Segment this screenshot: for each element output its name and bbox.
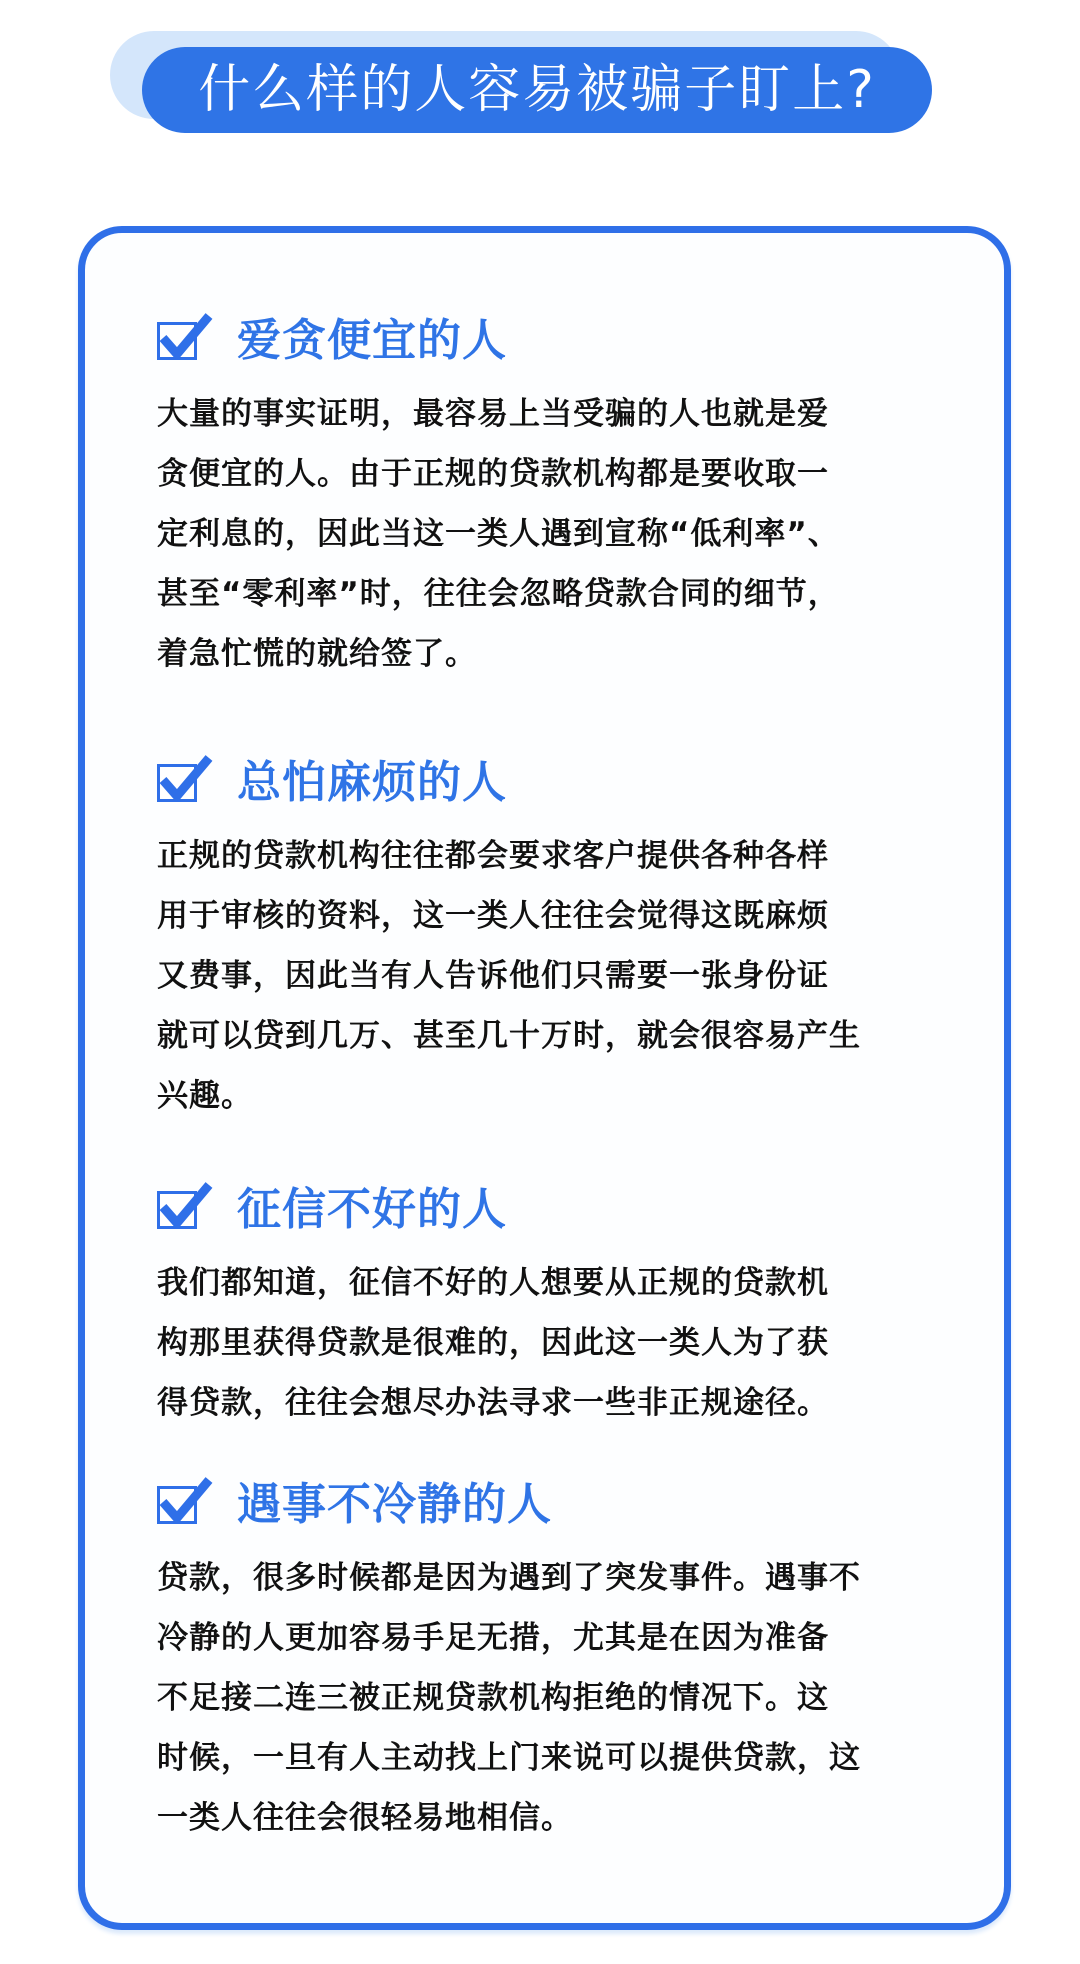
section-1: [157, 306, 947, 684]
body-line: 时候，一旦有人主动找上门来说可以提供贷款，这: [157, 1740, 861, 1776]
body-line: 着急忙慌的就给签了。: [157, 636, 477, 672]
section-body: [157, 1548, 947, 1848]
checkbox-checked-icon: [157, 1181, 205, 1229]
checkbox-checked-icon: [157, 312, 205, 360]
section-heading: [157, 748, 947, 808]
checkbox-checked-icon: [157, 754, 205, 802]
section-heading-text: 遇事不冷静的人: [237, 1479, 552, 1530]
body-line: 甚至“零利率”时，往往会忽略贷款合同的细节，: [157, 576, 840, 612]
body-line: 构那里获得贷款是很难的，因此这一类人为了获: [157, 1325, 829, 1361]
page-title: 什么样的人容易被骗子盯上?: [142, 47, 932, 133]
body-line: 用于审核的资料，这一类人往往会觉得这既麻烦: [157, 898, 829, 934]
section-heading-text: 总怕麻烦的人: [237, 757, 507, 808]
body-line: 我们都知道，征信不好的人想要从正规的贷款机: [157, 1265, 829, 1301]
section-body: [157, 1253, 947, 1433]
body-line: 又费事，因此当有人告诉他们只需要一张身份证: [157, 958, 829, 994]
checkbox-checked-icon: [157, 1476, 205, 1524]
section-heading-text: 爱贪便宜的人: [237, 315, 507, 366]
body-line: 一类人往往会很轻易地相信。: [157, 1800, 573, 1836]
section-heading: [157, 306, 947, 366]
section-heading: [157, 1175, 947, 1235]
body-line: 冷静的人更加容易手足无措，尤其是在因为准备: [157, 1620, 829, 1656]
section-2: [157, 748, 947, 1126]
body-line: 得贷款，往往会想尽办法寻求一些非正规途径。: [157, 1385, 829, 1421]
section-heading: [157, 1470, 947, 1530]
body-line: 不足接二连三被正规贷款机构拒绝的情况下。这: [157, 1680, 829, 1716]
section-heading-text: 征信不好的人: [237, 1184, 507, 1235]
section-4: [157, 1470, 947, 1848]
body-line: 定利息的，因此当这一类人遇到宣称“低利率”、: [157, 516, 840, 552]
body-line: 就可以贷到几万、甚至几十万时，就会很容易产生: [157, 1018, 861, 1054]
section-3: [157, 1175, 947, 1433]
body-line: 贪便宜的人。由于正规的贷款机构都是要收取一: [157, 456, 829, 492]
section-body: [157, 826, 947, 1126]
body-line: 正规的贷款机构往往都会要求客户提供各种各样: [157, 838, 829, 874]
body-line: 贷款，很多时候都是因为遇到了突发事件。遇事不: [157, 1560, 861, 1596]
body-line: 大量的事实证明，最容易上当受骗的人也就是爱: [157, 396, 829, 432]
section-body: [157, 384, 947, 684]
body-line: 兴趣。: [157, 1078, 253, 1114]
